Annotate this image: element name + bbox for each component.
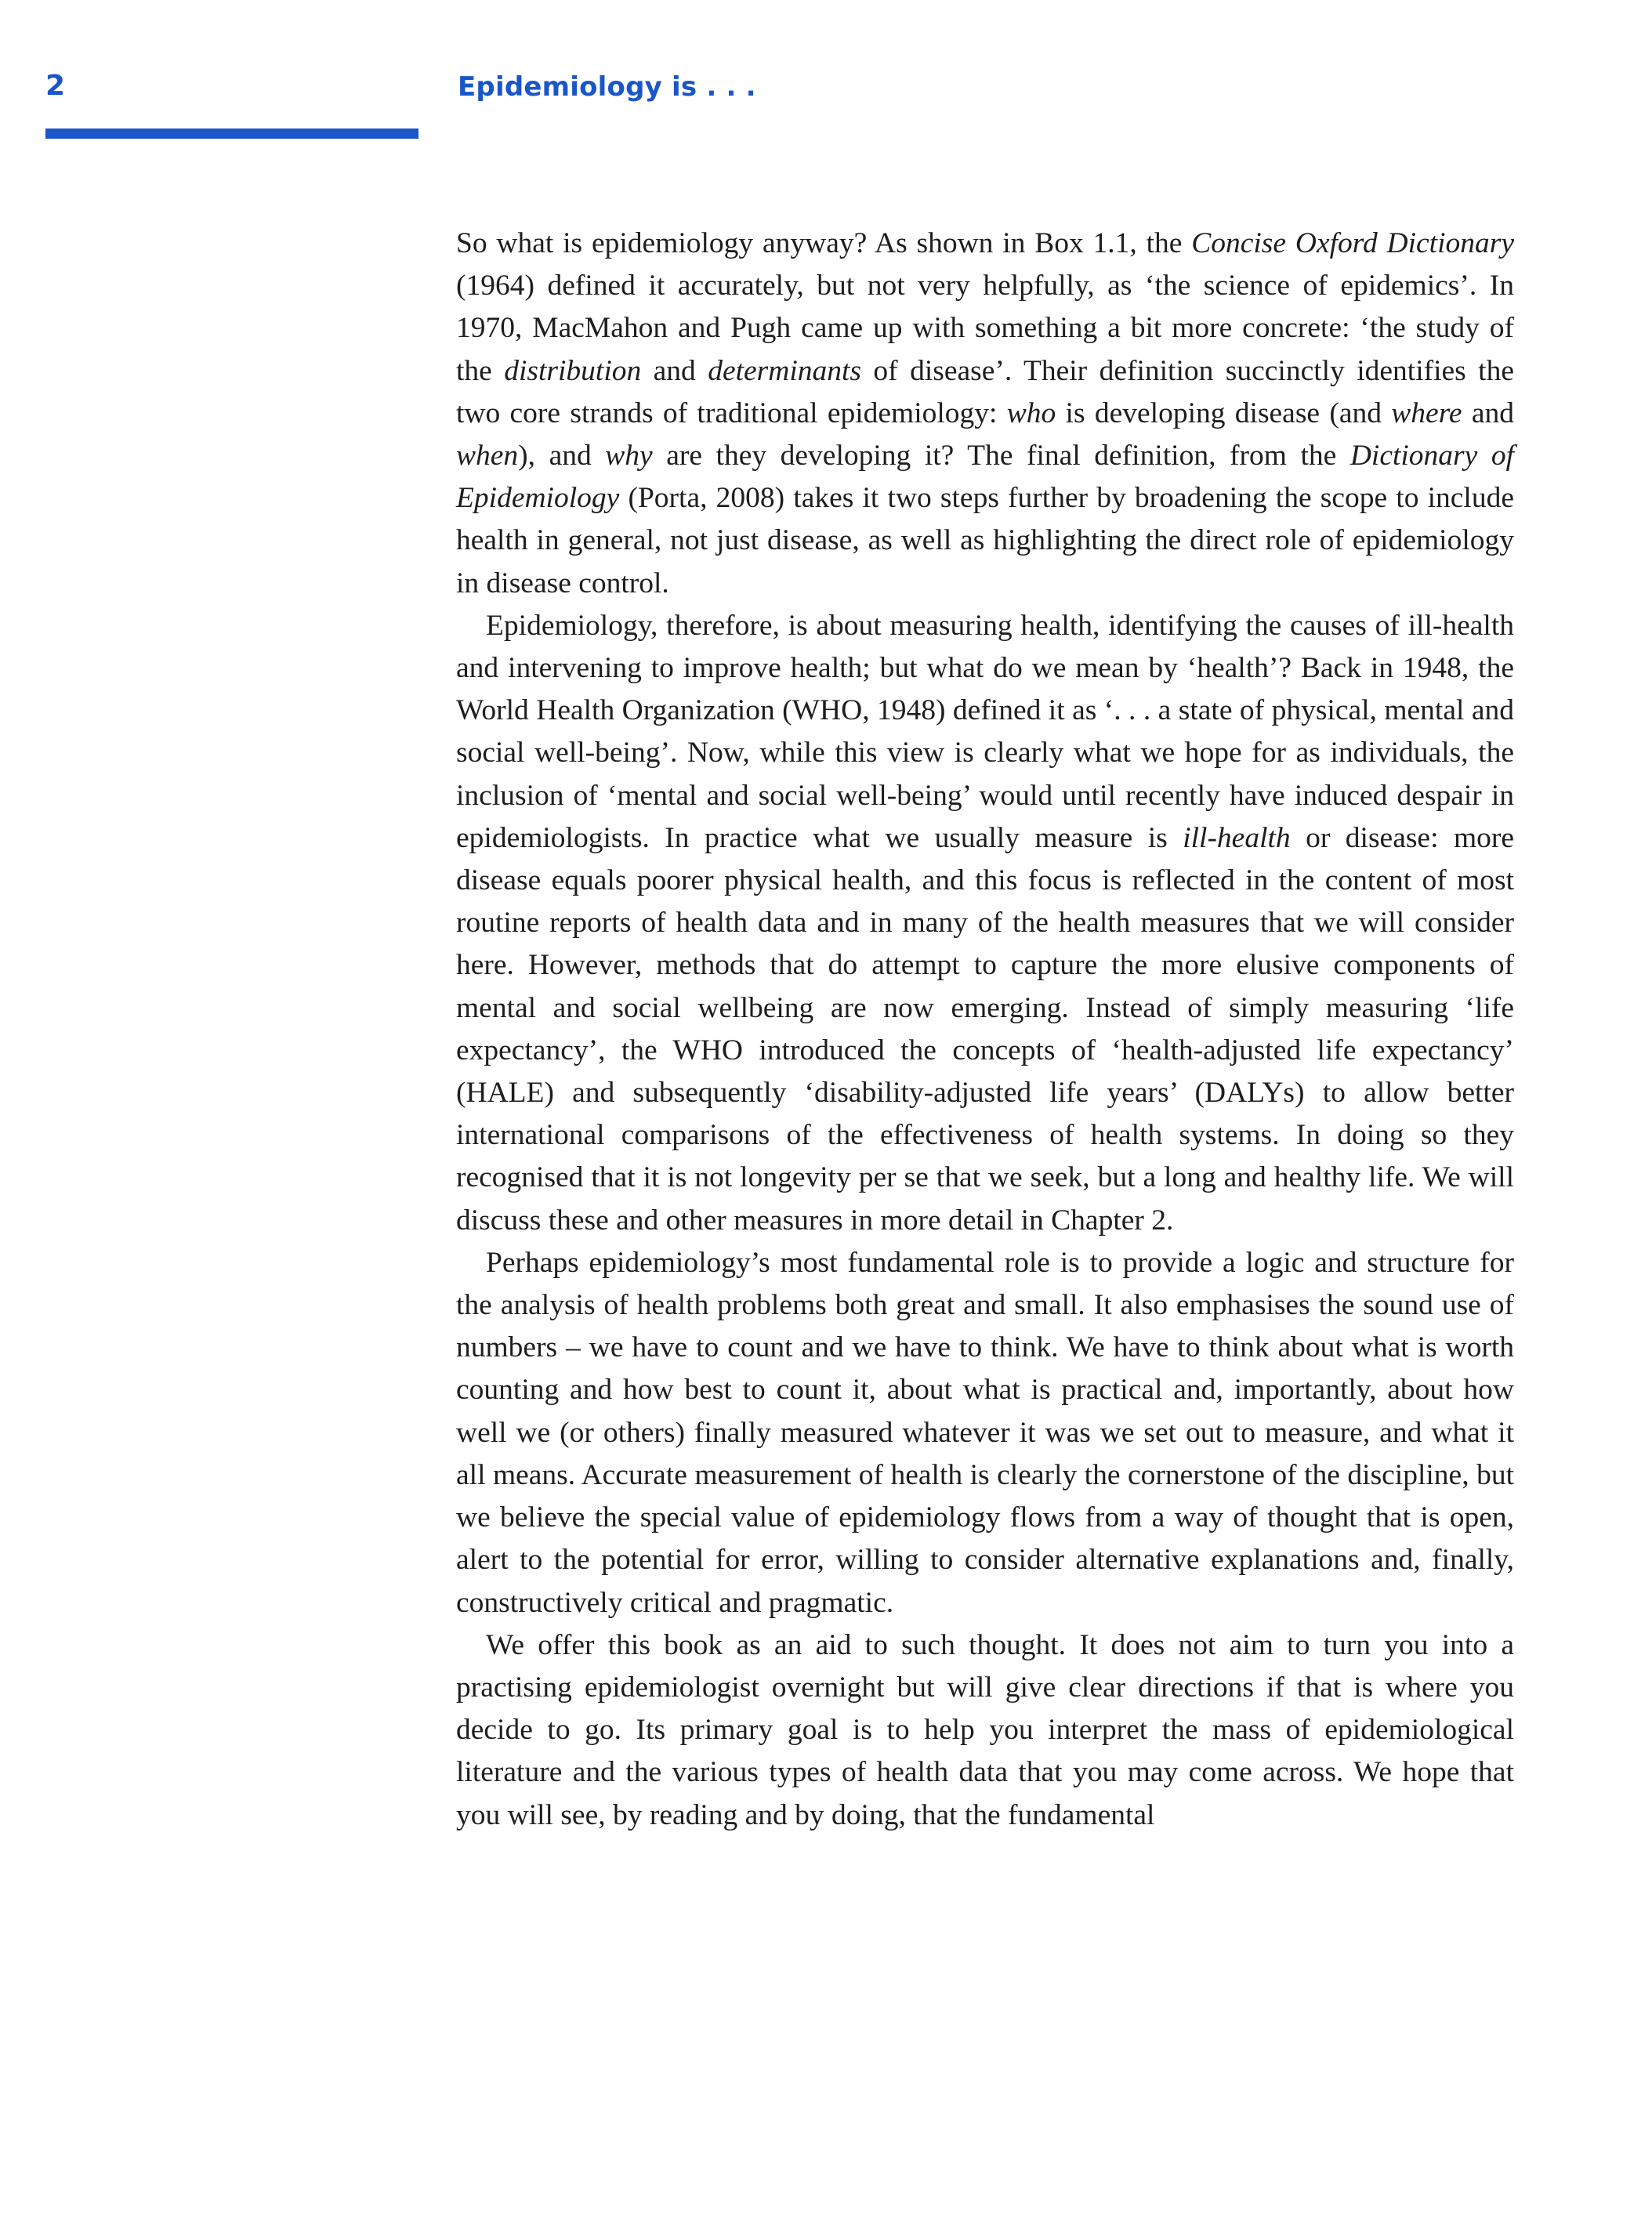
paragraph [456, 1624, 1514, 1837]
page-number: 2 [45, 70, 66, 102]
text-run: and [641, 354, 708, 387]
text-run: We offer this book as an aid to such thought. It does not aim to turn you into a practising epidemiologist overnight but will give clear directions if that is where you decide to go. Its primary goal is to help you interpret the mass of epidemiological literature and the various types of health data that you may come across. We hope that you will see, by reading and by doing, that the fundamental [456, 1628, 1514, 1831]
text-run: So what is epidemiology anyway? As shown in Box 1.1, the [456, 227, 1192, 259]
italic-text: when [456, 440, 519, 473]
text-run: is developing disease (and [1056, 397, 1392, 429]
text-run: (Porta, 2008) takes it two steps further by broadening the scope to include health in general, not just disease, as well as highlighting the direct role of epidemiology in disease control. [456, 482, 1514, 599]
paragraph [456, 605, 1514, 1242]
body-text [456, 223, 1514, 1837]
italic-text: determinants [708, 354, 862, 387]
text-run: (1964) defined it accurately, but not very helpfully, as ‘the science of epidemics’. In 1970, MacMahon and Pugh came up with something a bit more concrete: ‘the study of the [456, 270, 1514, 387]
italic-text: why [605, 440, 653, 473]
italic-text: Concise Oxford Dictionary [1191, 227, 1514, 259]
italic-text: where [1391, 397, 1462, 429]
text-run: or disease: more disease equals poorer physical health, and this focus is reflected in the content of most routine reports of health data and in many of the health measures that we will consider here. However, methods that do attempt to capture the more elusive components of mental and social wellbeing are now emerging. Instead of simply measuring ‘life expectancy’, the WHO introduced the concepts of ‘health-adjusted life expectancy’ (HALE) and subsequently ‘disability-adjusted life years’ (DALYs) to allow better international comparisons of the effectiveness of health systems. In doing so they recognised that it is not longevity per se that we seek, but a long and healthy life. We will discuss these and other measures in more detail in Chapter 2. [456, 821, 1514, 1237]
running-head: Epidemiology is . . . [458, 71, 756, 103]
paragraph [456, 1242, 1514, 1624]
text-run: of disease’. Their definition succinctly identifies the two core strands of traditional epidemiology: [456, 354, 1514, 429]
text-run: Perhaps epidemiology’s most fundamental role is to provide a logic and structure for the analysis of health problems both great and small. It also emphasises the sound use of numbers – we have to count and we have to think. We have to think about what is worth counting and how best to count it, about what is practical and, importantly, about how well we (or others) finally measured whatever it was we set out to measure, and what it all means. Accurate measurement of health is clearly the cornerstone of the discipline, but we believe the special value of epidemiology flows from a way of thought that is open, alert to the potential for error, willing to consider alternative explanations and, finally, constructively critical and pragmatic. [456, 1246, 1514, 1619]
header-rule [45, 129, 418, 139]
paragraph [456, 223, 1514, 605]
italic-text: ill-health [1183, 821, 1291, 854]
italic-text: Dictionary of Epidemiology [456, 440, 1514, 515]
text-run: and [1462, 397, 1514, 429]
text-run: Epidemiology, therefore, is about measuring health, identifying the causes of ill-health and intervening to improve health; but what do we mean by ‘health’? Back in 1948, the World Health Organization (WHO, 1948) defined it as ‘. . . a state of physical, mental and social well-being’. Now, while this view is clearly what we hope for as individuals, the inclusion of ‘mental and social well-being’ would until recently have induced despair in epidemiologists. In practice what we usually measure is [456, 609, 1514, 854]
text-run: ), and [518, 440, 606, 473]
text-run: are they developing it? The final definition, from the [652, 440, 1350, 473]
italic-text: who [1006, 397, 1056, 429]
italic-text: distribution [504, 354, 642, 387]
